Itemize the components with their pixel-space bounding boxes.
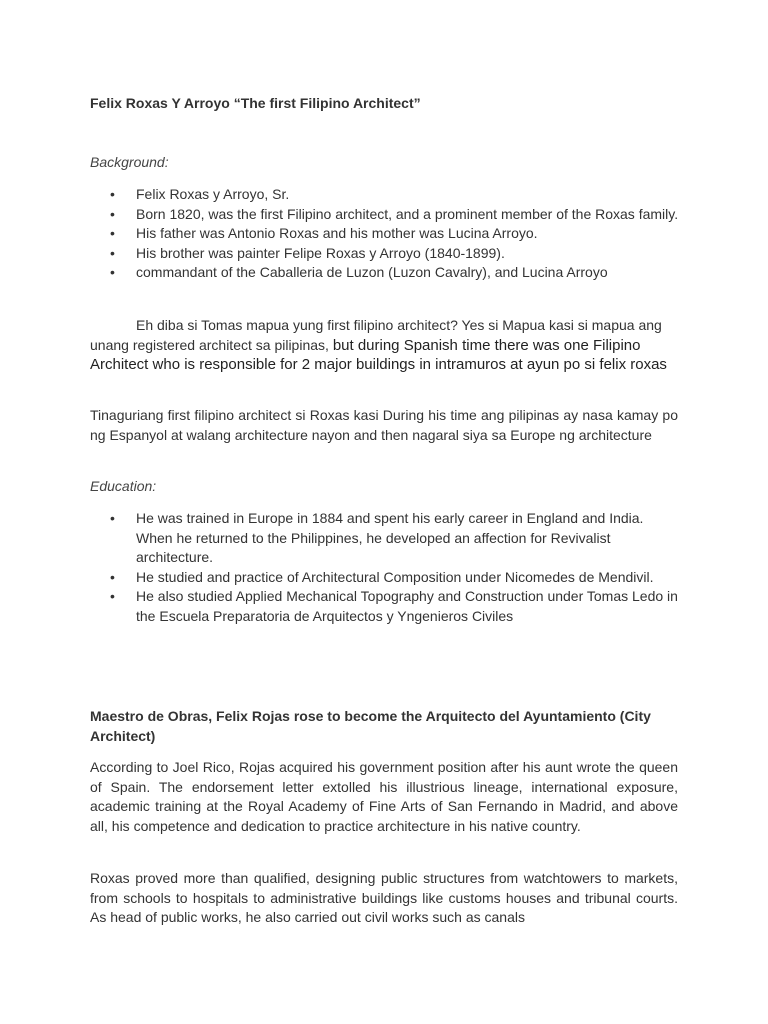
maestro-paragraph-1: According to Joel Rico, Rojas acquired his government position after his aunt wrote the queen of Spain. The endorsement letter extolled his illustrious lineage, international exposure, academic training at the Royal Academy of Fine Arts of San Fernando in Madrid, and above all, his competence and dedication to practice architecture in his native country. (90, 759, 678, 834)
bullet-icon: • (110, 264, 115, 280)
list-item: • commandant of the Caballeria de Luzon (Luzon Cavalry), and Lucina Arroyo (136, 263, 680, 283)
bullet-icon: • (110, 568, 115, 585)
education-heading: Education: (90, 478, 157, 494)
maestro-paragraph-2: Roxas proved more than qualified, designing public structures from watchtowers to markets, from schools to hospitals to administrative buildings like customs houses and tribunal courts. As head of public works, he also carried out civil works such as canals (90, 870, 678, 925)
bullet-icon: • (110, 244, 115, 261)
bullet-icon: • (110, 205, 115, 222)
bullet-icon: • (110, 510, 115, 526)
list-item: • Felix Roxas y Arroyo, Sr. (136, 185, 680, 205)
list-item: • He was trained in Europe in 1884 and spent his early career in England and India. When he returned to the Philippines, he developed an affection for Revivalist architecture. (110, 510, 644, 565)
list-item: • He studied and practice of Architectural Composition under Nicomedes de Mendivil. (136, 568, 680, 588)
background-heading: Background: (90, 154, 169, 170)
bullet-icon: • (110, 588, 115, 604)
list-item: • He also studied Applied Mechanical Topography and Construction under Tomas Ledo in the Escuela Preparatoria de Arquitectos y Yngenieros Civiles (110, 588, 678, 624)
bullet-icon: • (110, 225, 115, 241)
education-list (90, 509, 680, 626)
bullet-icon: • (110, 186, 115, 202)
list-item: • His brother was painter Felipe Roxas y Arroyo (1840-1899). (136, 244, 680, 264)
background-list (90, 185, 680, 283)
document-title: Felix Roxas Y Arroyo “The first Filipino Architect” (90, 95, 421, 111)
list-item: • His father was Antonio Roxas and his mother was Lucina Arroyo. (136, 224, 680, 244)
background-paragraph-1: Eh diba si Tomas mapua yung first filipino architect? Yes si Mapua kasi si mapua ang unang registered architect sa pilipinas, but during Spanish time there was one Filipino Architect who is responsible for 2 major buildings in intramuros at ayun po si felix roxas (90, 317, 667, 373)
list-item: • Born 1820, was the first Filipino architect, and a prominent member of the Roxas family. (136, 205, 680, 225)
maestro-heading: Maestro de Obras, Felix Rojas rose to become the Arquitecto del Ayuntamiento (City Architect) (90, 708, 651, 744)
background-paragraph-2: Tinaguriang first filipino architect si Roxas kasi During his time ang pilipinas ay nasa kamay po ng Espanyol at walang architecture nayon and then nagaral siya sa Europe ng architecture (90, 407, 678, 443)
